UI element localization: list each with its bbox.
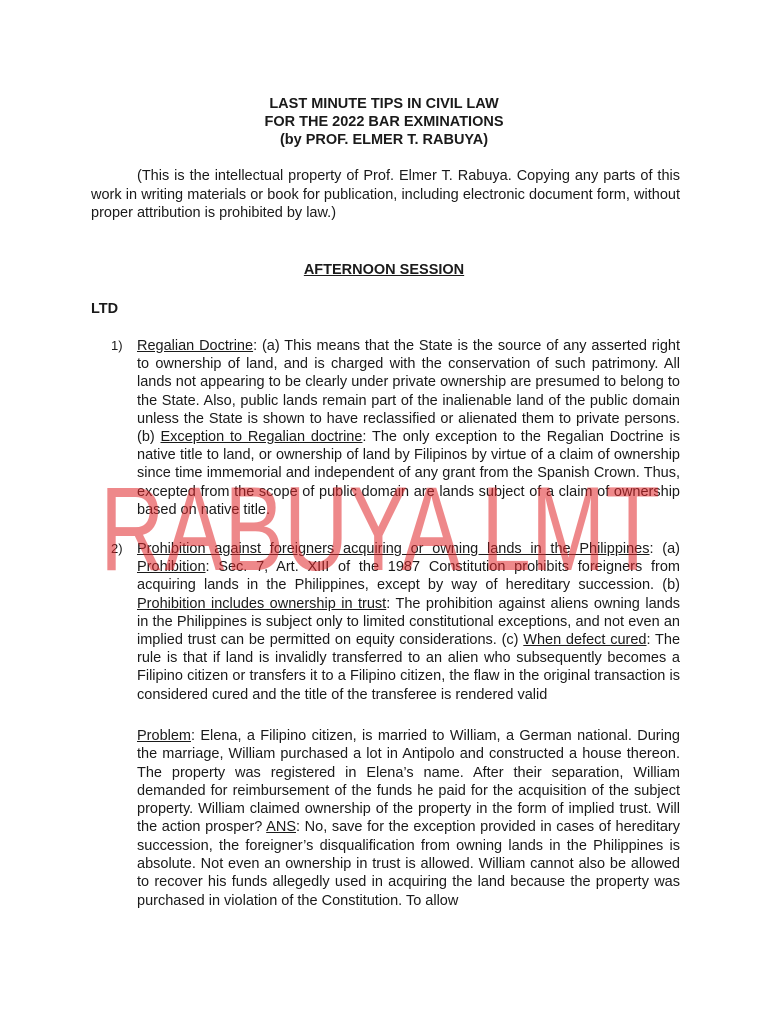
problem-paragraph [137,727,680,910]
item-subheading: Prohibition [137,559,206,576]
item-text: : The only exception to the Regalian Doctrine is native title to land, or ownership of land by Filipinos by virtue of a claim of ownership since time immemorial and independent of any grant from the Spanish Crown. Thus, excepted from the scope of public domain are lands subject of a claim of ownership based on native title. [137,429,680,518]
title-line-3: (by PROF. ELMER T. RABUYA) [279,132,489,148]
item-text: : (a) This means that the State is the source of any asserted right to ownership of land, and is charged with the conservation of such patrimony. All lands not appearing to be clearly under private ownership are presumed to belong to the State. Also, public lands remain part of the inalienable land of the public domain unless the State is shown to have reclassified or alienated them to private persons. (b) [137,338,680,446]
list-item [91,337,680,519]
copyright-notice-text: (This is the intellectual property of Prof. Elmer T. Rabuya. Copying any parts of this work in writing materials or book for publication, including electronic document form, without proper attribution is prohibited by law.) [91,168,680,221]
title-line-1: LAST MINUTE TIPS IN CIVIL LAW [269,96,499,112]
item-number: 2) [111,541,123,556]
item-body [137,337,680,519]
document-title [0,95,768,149]
item-body [137,540,680,704]
watermark-text: RABUYA LMT [100,462,660,596]
list-item [91,540,680,704]
item-number: 1) [111,338,123,353]
answer-text: : No, save for the exception provided in cases of hereditary succession, the foreigner’s disqualification from owning lands in the Philippines is absolute. Not even an ownership in trust is allowed. William cannot also be allowed to recover his funds allegedly used in acquiring the land because the property was purchased in violation of the Constitution. To allow [137,819,680,909]
copyright-notice [91,167,680,223]
section-heading: LTD [91,301,119,317]
problem-label: Problem [137,728,191,744]
item-text: : The rule is that if land is invalidly transferred to an alien who subsequently becomes a Filipino citizen or transfers it to a Filipino citizen, the flaw in the original transaction is considered cured and the title of the transferee is rendered valid [137,632,681,703]
session-heading: AFTERNOON SESSION [303,262,465,278]
item-text: : Sec. 7, Art. XIII of the 1987 Constitution prohibits foreigners from acquiring lands in the Philippines, except by way of hereditary succession. (b) [137,559,680,594]
item-text: : (a) [649,541,680,557]
item-heading: Prohibition against foreigners acquiring or owning lands in the Philippines [137,541,650,557]
item-subheading: Exception to Regalian doctrine [160,429,363,446]
title-line-2: FOR THE 2022 BAR EXMINATIONS [264,114,504,130]
item-subheading: When defect cured [523,632,647,649]
item-subheading: Prohibition includes ownership in trust [137,595,387,612]
item-heading: Regalian Doctrine [137,338,254,354]
problem-text: : Elena, a Filipino citizen, is married to William, a German national. During the marriage, William purchased a lot in Antipolo and constructed a house thereon. The property was registered in Elena’s name. After their separation, William demanded for reimbursement of the funds he paid for the acquisition of the subject property. William claimed ownership of the property in the form of implied trust. Will the action prosper? [137,728,680,836]
item-text: : The prohibition against aliens owning lands in the Philippines is subject only to limited constitutional exceptions, and not even an implied trust can be permitted on equity considerations. (c) [137,595,681,649]
answer-label: ANS [266,819,296,836]
